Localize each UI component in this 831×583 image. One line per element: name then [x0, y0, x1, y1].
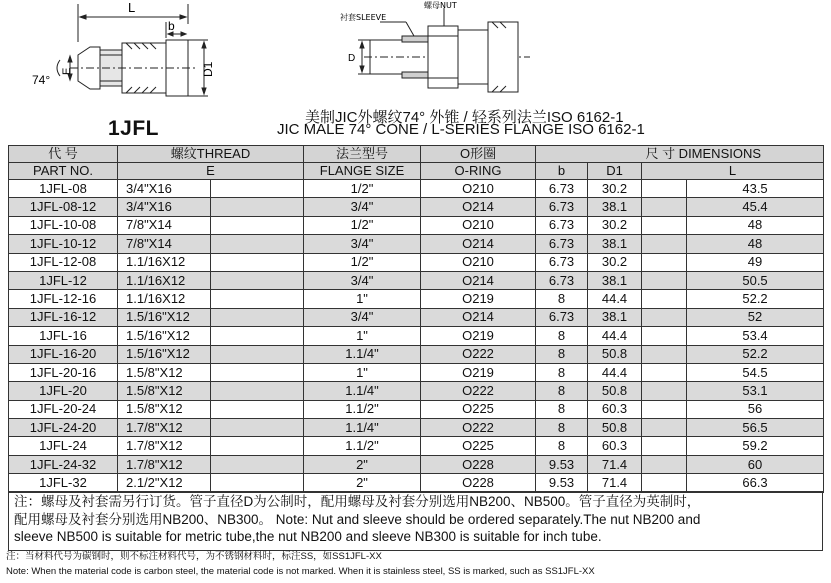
- header-dimensions: 尺 寸 DIMENSIONS: [536, 146, 824, 163]
- cell-flange-size: 3/4": [304, 198, 421, 216]
- table-row: [9, 180, 824, 198]
- dim-label-D: D: [348, 53, 356, 64]
- cell-thread-blank: [211, 253, 304, 271]
- table-header-row-2: [9, 163, 824, 180]
- cell-l: 52.2: [687, 345, 824, 363]
- cell-flange-size: 1/2": [304, 253, 421, 271]
- cell-d1: 71.4: [588, 455, 642, 473]
- cell-d1: 38.1: [588, 235, 642, 253]
- cell-part-no: 1JFL-12-08: [9, 253, 118, 271]
- cell-part-no: 1JFL-24: [9, 437, 118, 455]
- cell-d1: 38.1: [588, 308, 642, 326]
- header-part-no: PART NO.: [9, 163, 118, 180]
- cell-o-ring: O214: [421, 235, 536, 253]
- table-row: [9, 363, 824, 381]
- cell-o-ring: O214: [421, 308, 536, 326]
- note-line: sleeve NB500 is suitable for metric tube,the nut NB200 and sleeve NB300 is suitable for inch tube.: [14, 529, 602, 544]
- cell-thread: 1.1/16X12: [118, 290, 211, 308]
- header-flange: 法兰型号: [304, 146, 421, 163]
- cell-o-ring: O219: [421, 290, 536, 308]
- cell-flange-size: 3/4": [304, 271, 421, 289]
- cell-flange-size: 1.1/4": [304, 345, 421, 363]
- cell-l: 54.5: [687, 363, 824, 381]
- cell-b: 6.73: [536, 253, 588, 271]
- cell-o-ring: O222: [421, 419, 536, 437]
- cell-thread-blank: [211, 290, 304, 308]
- cell-part-no: 1JFL-08: [9, 180, 118, 198]
- cell-blank: [642, 345, 687, 363]
- cell-b: 6.73: [536, 180, 588, 198]
- note-line: 注：螺母及衬套需另行订货。管子直径D为公制时，配用螺母及衬套分别选用NB200、NB500。管子直径为英制时，: [14, 494, 701, 509]
- table-row: [9, 345, 824, 363]
- cell-b: 6.73: [536, 271, 588, 289]
- cell-o-ring: O228: [421, 474, 536, 492]
- cell-thread: 1.7/8"X12: [118, 455, 211, 473]
- dimension-table: [8, 145, 824, 493]
- cell-b: 8: [536, 290, 588, 308]
- cell-part-no: 1JFL-10-08: [9, 216, 118, 234]
- header-l: L: [642, 163, 824, 180]
- cell-thread-blank: [211, 198, 304, 216]
- cell-part-no: 1JFL-20: [9, 382, 118, 400]
- cell-l: 50.5: [687, 271, 824, 289]
- cell-l: 56.5: [687, 419, 824, 437]
- cell-l: 49: [687, 253, 824, 271]
- cell-b: 6.73: [536, 235, 588, 253]
- cell-l: 48: [687, 235, 824, 253]
- cell-thread-blank: [211, 180, 304, 198]
- cell-blank: [642, 253, 687, 271]
- cell-part-no: 1JFL-10-12: [9, 235, 118, 253]
- cell-blank: [642, 400, 687, 418]
- cell-d1: 30.2: [588, 216, 642, 234]
- cell-d1: 50.8: [588, 419, 642, 437]
- cell-o-ring: O228: [421, 455, 536, 473]
- cell-d1: 44.4: [588, 327, 642, 345]
- cell-blank: [642, 180, 687, 198]
- table-row: [9, 271, 824, 289]
- cell-l: 60: [687, 455, 824, 473]
- cell-b: 8: [536, 345, 588, 363]
- cell-b: 9.53: [536, 474, 588, 492]
- header-thread: 螺纹THREAD: [118, 146, 304, 163]
- header-o-ring: O-RING: [421, 163, 536, 180]
- table-row: [9, 437, 824, 455]
- cell-part-no: 1JFL-20-16: [9, 363, 118, 381]
- cell-l: 52.2: [687, 290, 824, 308]
- cell-part-no: 1JFL-16-12: [9, 308, 118, 326]
- cell-o-ring: O214: [421, 271, 536, 289]
- dim-label-D1: D1: [201, 61, 215, 77]
- table-row: [9, 235, 824, 253]
- table-row: [9, 382, 824, 400]
- cell-b: 8: [536, 400, 588, 418]
- cell-part-no: 1JFL-08-12: [9, 198, 118, 216]
- cell-flange-size: 2": [304, 474, 421, 492]
- cell-thread: 1.5/8"X12: [118, 363, 211, 381]
- cell-thread: 1.5/16"X12: [118, 345, 211, 363]
- cell-flange-size: 1": [304, 290, 421, 308]
- cell-d1: 44.4: [588, 290, 642, 308]
- cell-blank: [642, 216, 687, 234]
- cell-l: 45.4: [687, 198, 824, 216]
- cell-flange-size: 1.1/4": [304, 419, 421, 437]
- cell-l: 53.1: [687, 382, 824, 400]
- cell-blank: [642, 455, 687, 473]
- cell-part-no: 1JFL-16-20: [9, 345, 118, 363]
- cell-d1: 71.4: [588, 474, 642, 492]
- cell-b: 8: [536, 363, 588, 381]
- cell-thread-blank: [211, 363, 304, 381]
- cell-thread: 3/4"X16: [118, 198, 211, 216]
- cell-o-ring: O219: [421, 327, 536, 345]
- table-row: [9, 474, 824, 492]
- cell-flange-size: 3/4": [304, 235, 421, 253]
- cell-o-ring: O210: [421, 216, 536, 234]
- cell-b: 8: [536, 419, 588, 437]
- part-code-title: 1JFL: [108, 117, 160, 140]
- cell-blank: [642, 474, 687, 492]
- cell-l: 59.2: [687, 437, 824, 455]
- cell-part-no: 1JFL-24-32: [9, 455, 118, 473]
- dim-label-L: L: [128, 0, 136, 15]
- cell-thread-blank: [211, 327, 304, 345]
- cell-blank: [642, 363, 687, 381]
- cell-flange-size: 2": [304, 455, 421, 473]
- cell-thread-blank: [211, 308, 304, 326]
- cell-flange-size: 1": [304, 363, 421, 381]
- cell-l: 66.3: [687, 474, 824, 492]
- cell-l: 43.5: [687, 180, 824, 198]
- cell-thread: 1.7/8"X12: [118, 437, 211, 455]
- cell-part-no: 1JFL-12-16: [9, 290, 118, 308]
- cell-thread-blank: [211, 382, 304, 400]
- cell-b: 8: [536, 382, 588, 400]
- cell-thread: 1.5/8"X12: [118, 400, 211, 418]
- cell-thread: 1.1/16X12: [118, 253, 211, 271]
- footnote-english: Note: When the material code is carbon steel, the material code is not marked. When it is stainless steel, SS is marked, such as SS1JFL-XX: [6, 566, 595, 577]
- cell-l: 52: [687, 308, 824, 326]
- dim-label-b: b: [168, 19, 175, 33]
- cell-thread-blank: [211, 419, 304, 437]
- table-row: [9, 198, 824, 216]
- cell-part-no: 1JFL-24-20: [9, 419, 118, 437]
- assembly-drawing-right: [340, 0, 540, 100]
- header-oring: O形圈: [421, 146, 536, 163]
- cell-thread: 1.5/8"X12: [118, 382, 211, 400]
- cell-l: 48: [687, 216, 824, 234]
- cell-flange-size: 3/4": [304, 308, 421, 326]
- heading-chinese: 美制JIC外螺纹74° 外锥 / 轻系列法兰ISO 6162-1: [305, 109, 624, 126]
- note-line: 配用螺母及衬套分别选用NB200、NB300。 Note: Nut and sleeve should be ordered separately.The nut NB200 and: [14, 511, 701, 527]
- cell-blank: [642, 271, 687, 289]
- header-part: 代 号: [9, 146, 118, 163]
- cell-thread-blank: [211, 345, 304, 363]
- cell-b: 6.73: [536, 216, 588, 234]
- cell-thread: 1.7/8"X12: [118, 419, 211, 437]
- cell-b: 8: [536, 437, 588, 455]
- cell-part-no: 1JFL-16: [9, 327, 118, 345]
- cell-blank: [642, 290, 687, 308]
- cell-part-no: 1JFL-32: [9, 474, 118, 492]
- cell-o-ring: O210: [421, 180, 536, 198]
- header-d1: D1: [588, 163, 642, 180]
- cell-thread: 7/8"X14: [118, 235, 211, 253]
- cell-thread-blank: [211, 455, 304, 473]
- cell-thread-blank: [211, 400, 304, 418]
- cell-thread: 2.1/2"X12: [118, 474, 211, 492]
- header-thread-e: E: [118, 163, 304, 180]
- table-row: [9, 327, 824, 345]
- cell-flange-size: 1": [304, 327, 421, 345]
- cell-o-ring: O214: [421, 198, 536, 216]
- fitting-drawing-left: [32, 0, 220, 120]
- dim-label-E: E: [61, 67, 73, 75]
- cell-blank: [642, 198, 687, 216]
- cell-o-ring: O210: [421, 253, 536, 271]
- heading-english: JIC MALE 74° CONE / L-SERIES FLANGE ISO 6162-1: [277, 121, 645, 138]
- cell-b: 8: [536, 327, 588, 345]
- cell-b: 6.73: [536, 198, 588, 216]
- cell-thread-blank: [211, 271, 304, 289]
- cell-o-ring: O225: [421, 400, 536, 418]
- cell-o-ring: O219: [421, 363, 536, 381]
- cell-d1: 44.4: [588, 363, 642, 381]
- cell-d1: 50.8: [588, 345, 642, 363]
- cell-thread: 1.1/16X12: [118, 271, 211, 289]
- cell-d1: 30.2: [588, 180, 642, 198]
- cell-o-ring: O222: [421, 345, 536, 363]
- cell-d1: 60.3: [588, 400, 642, 418]
- cell-flange-size: 1/2": [304, 216, 421, 234]
- cell-b: 9.53: [536, 455, 588, 473]
- note-box: [8, 491, 823, 551]
- cell-l: 56: [687, 400, 824, 418]
- label-sleeve: 衬套SLEEVE: [340, 13, 387, 22]
- table-header-row-1: [9, 146, 824, 163]
- cell-flange-size: 1.1/4": [304, 382, 421, 400]
- angle-label: 74°: [32, 73, 51, 87]
- header-flange-size: FLANGE SIZE: [304, 163, 421, 180]
- table-row: [9, 308, 824, 326]
- cell-o-ring: O222: [421, 382, 536, 400]
- table-row: [9, 290, 824, 308]
- cell-blank: [642, 419, 687, 437]
- cell-o-ring: O225: [421, 437, 536, 455]
- cell-l: 53.4: [687, 327, 824, 345]
- cell-thread: 1.5/16"X12: [118, 308, 211, 326]
- cell-flange-size: 1.1/2": [304, 437, 421, 455]
- label-nut: 螺母NUT: [424, 1, 457, 10]
- cell-thread-blank: [211, 216, 304, 234]
- table-row: [9, 216, 824, 234]
- cell-thread-blank: [211, 437, 304, 455]
- cell-d1: 38.1: [588, 271, 642, 289]
- table-row: [9, 455, 824, 473]
- cell-flange-size: 1/2": [304, 180, 421, 198]
- table-body: [9, 180, 824, 493]
- cell-thread-blank: [211, 474, 304, 492]
- cell-blank: [642, 437, 687, 455]
- cell-b: 6.73: [536, 308, 588, 326]
- cell-thread: 3/4"X16: [118, 180, 211, 198]
- cell-thread-blank: [211, 235, 304, 253]
- cell-d1: 38.1: [588, 198, 642, 216]
- table-row: [9, 400, 824, 418]
- footnote-chinese: 注：当材料代号为碳钢时，则不标注材料代号，为不锈钢材料时，标注SS，如SS1JFL-XX: [6, 551, 382, 562]
- cell-d1: 60.3: [588, 437, 642, 455]
- cell-d1: 30.2: [588, 253, 642, 271]
- cell-d1: 50.8: [588, 382, 642, 400]
- cell-part-no: 1JFL-12: [9, 271, 118, 289]
- cell-thread: 1.5/16"X12: [118, 327, 211, 345]
- table-row: [9, 419, 824, 437]
- header-b: b: [536, 163, 588, 180]
- cell-blank: [642, 327, 687, 345]
- cell-blank: [642, 382, 687, 400]
- cell-thread: 7/8"X14: [118, 216, 211, 234]
- cell-blank: [642, 235, 687, 253]
- table-row: [9, 253, 824, 271]
- cell-flange-size: 1.1/2": [304, 400, 421, 418]
- cell-part-no: 1JFL-20-24: [9, 400, 118, 418]
- cell-blank: [642, 308, 687, 326]
